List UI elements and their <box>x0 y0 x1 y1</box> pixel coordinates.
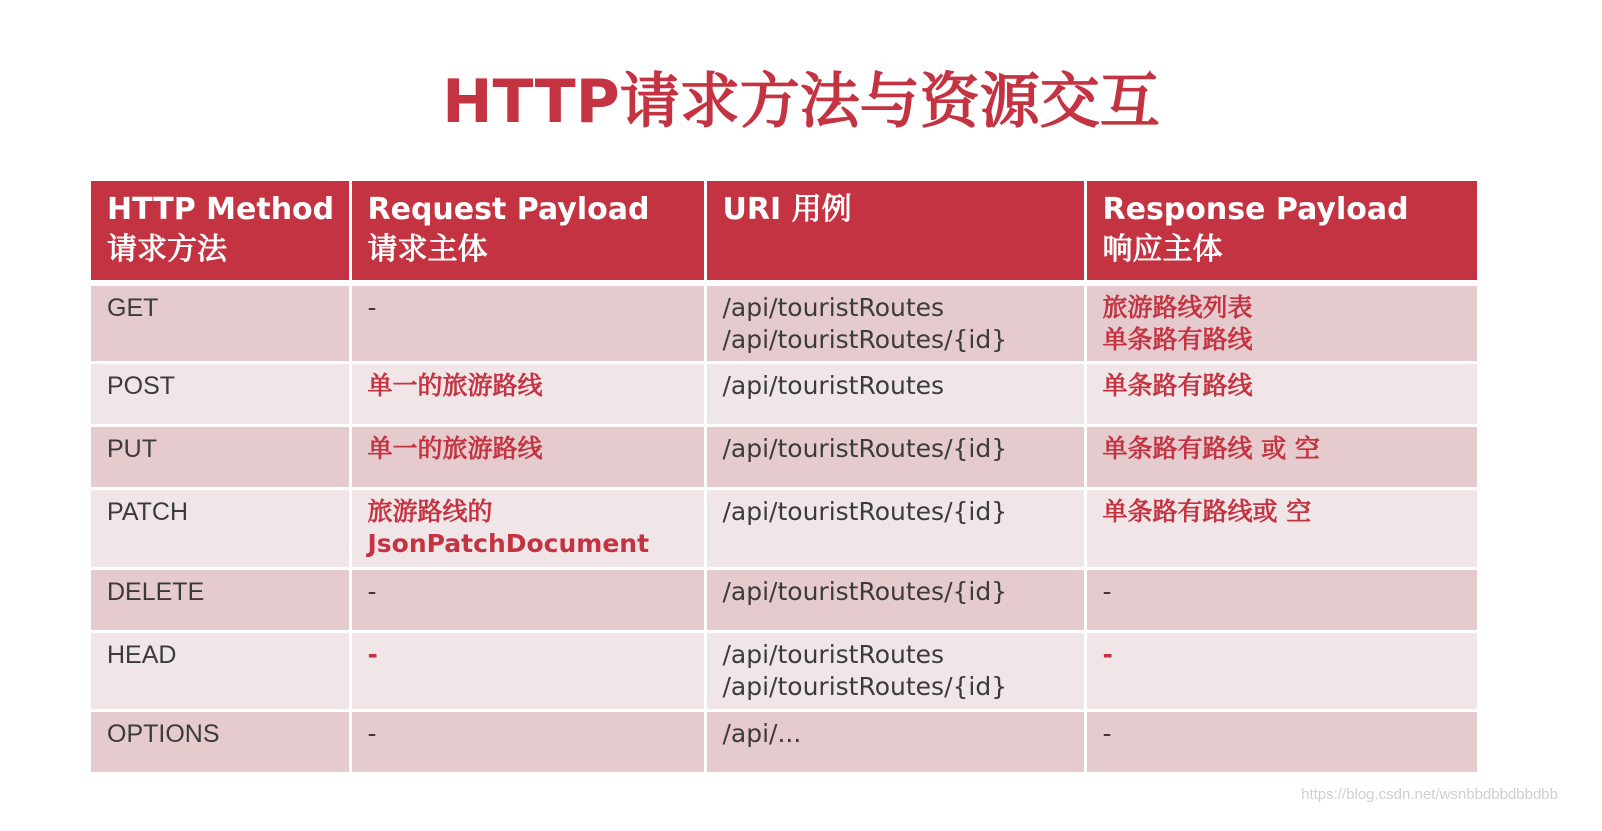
table-header-row <box>91 181 1477 283</box>
method-cell: GET <box>91 283 350 362</box>
header-uri-example: URI 用例 <box>705 181 1085 283</box>
uri-cell: /api/touristRoutes/{id} <box>705 425 1085 488</box>
response-payload-cell: 单条路有路线 或 空 <box>1085 425 1477 488</box>
method-cell: OPTIONS <box>91 710 350 773</box>
table-row <box>91 425 1477 488</box>
response-payload-cell: 旅游路线列表 单条路有路线 <box>1085 283 1477 362</box>
response-payload-cell: 单条路有路线 <box>1085 362 1477 425</box>
http-methods-table <box>91 181 1477 775</box>
uri-cell: /api/touristRoutes /api/touristRoutes/{id} <box>705 631 1085 710</box>
method-cell: PATCH <box>91 488 350 568</box>
request-payload-cell: 旅游路线的 JsonPatchDocument <box>350 488 705 568</box>
request-payload-cell: - <box>350 710 705 773</box>
uri-cell: /api/touristRoutes/{id} <box>705 568 1085 631</box>
uri-cell: /api/touristRoutes /api/touristRoutes/{id} <box>705 283 1085 362</box>
method-cell: HEAD <box>91 631 350 710</box>
table-row <box>91 631 1477 710</box>
request-payload-cell: - <box>350 568 705 631</box>
response-payload-cell: 单条路有路线或 空 <box>1085 488 1477 568</box>
table-row <box>91 710 1477 773</box>
watermark-url: https://blog.csdn.net/wsnbbdbbdbbdbb <box>1301 786 1558 803</box>
header-request-payload: Request Payload 请求主体 <box>350 181 705 283</box>
response-payload-cell: - <box>1085 568 1477 631</box>
method-cell: DELETE <box>91 568 350 631</box>
header-http-method: HTTP Method 请求方法 <box>91 181 350 283</box>
uri-cell: /api/... <box>705 710 1085 773</box>
request-payload-cell: - <box>350 631 705 710</box>
response-payload-cell: - <box>1085 631 1477 710</box>
header-response-payload: Response Payload 响应主体 <box>1085 181 1477 283</box>
request-payload-cell: - <box>350 283 705 362</box>
response-payload-cell: - <box>1085 710 1477 773</box>
page-title: HTTP请求方法与资源交互 <box>442 67 1160 137</box>
request-payload-cell: 单一的旅游路线 <box>350 425 705 488</box>
uri-cell: /api/touristRoutes <box>705 362 1085 425</box>
table-row <box>91 488 1477 568</box>
table-row <box>91 568 1477 631</box>
table-row <box>91 362 1477 425</box>
request-payload-cell: 单一的旅游路线 <box>350 362 705 425</box>
uri-cell: /api/touristRoutes/{id} <box>705 488 1085 568</box>
method-cell: POST <box>91 362 350 425</box>
table-row <box>91 283 1477 362</box>
method-cell: PUT <box>91 425 350 488</box>
